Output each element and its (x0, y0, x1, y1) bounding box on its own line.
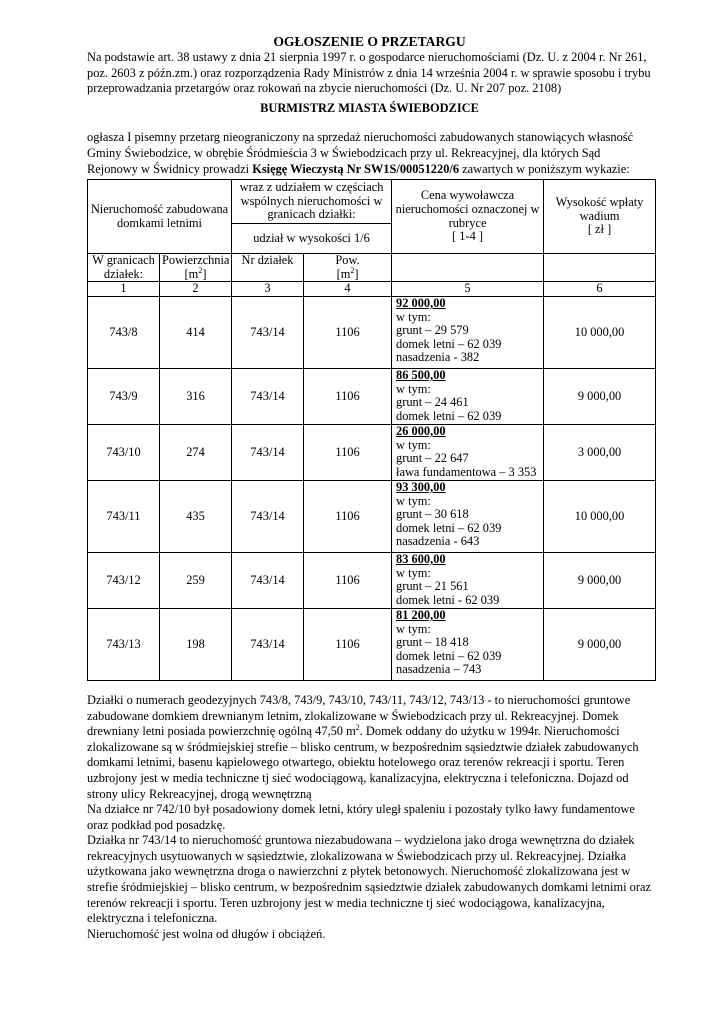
area-cell: 435 (160, 480, 232, 552)
issuer-heading: BURMISTRZ MIASTA ŚWIEBODZICE (260, 100, 479, 115)
announcement-paragraph (87, 130, 652, 177)
header-property: Nieruchomość zabudowana domkami letnimi (88, 180, 232, 254)
price-cell (392, 368, 544, 424)
table-row (88, 480, 656, 552)
price-amount: 93 300,00 (396, 479, 446, 494)
column-number: 1 (88, 282, 160, 297)
price-amount: 26 000,00 (396, 423, 446, 438)
price-breakdown-line: grunt – 21 561 (396, 579, 469, 594)
price-cell (392, 480, 544, 552)
price-cell (392, 608, 544, 680)
subheader-area2-sup: 2 (350, 265, 355, 275)
price-breakdown-line: domek letni - 62 039 (396, 592, 500, 607)
announcement-text: ogłasza I pisemny przetarg nieograniczony na sprzedaż nieruchomości zabudowanych stanowiących własność Gminy Świebodzice, w obrębie Śródmieścia 3 w Świebodzicach przy ul. Rekreacyjnej, dla których Sąd Rejonowy w Świdnicy prowadzi (87, 130, 634, 176)
plot-742-10-note: Na działce nr 742/10 był posadowiony domek letni, który uległ spaleniu i pozostały tylko ławy fundamentowe oraz podkład pod posadzkę. (87, 802, 635, 832)
area-cell: 198 (160, 608, 232, 680)
price-amount: 86 500,00 (396, 367, 446, 382)
shared-area-cell: 1106 (304, 424, 392, 480)
deposit-cell: 3 000,00 (544, 424, 656, 480)
table-header-row (88, 180, 656, 224)
plot-743-14-note: Działka nr 743/14 to nieruchomość gruntowa niezabudowana – wydzielona jako droga wewnętrzna do działek rekreacyjnych usytuowanych w sąsiedztwie, zlokalizowana w Świebodzicach przy ul. Rekreacyjnej. Działka użytkowana jako wewnętrzna droga o nawierzchni z płytek betonowych. Nieruchomość zlokalizowana jest w strefie śródmiejskiej – blisko centrum, w bezpośrednim sąsiedztwie działek zabudowanych domkami letnimi oraz terenów rekreacji i sportu. Teren uzbrojony jest w media techniczne tj sieć wodociągowa, kanalizacyjna, elektryczna i telefoniczna. (87, 833, 651, 926)
price-breakdown-line: w tym: (396, 621, 431, 636)
header-deposit-text: Wysokość wpłaty wadium (555, 195, 644, 223)
table-row (88, 608, 656, 680)
price-amount: 81 200,00 (396, 607, 446, 622)
subheader-area-label: Powierzchnia (162, 253, 230, 268)
subheader-empty (392, 254, 544, 282)
subheader-area2 (304, 254, 392, 282)
price-breakdown-line: w tym: (396, 437, 431, 452)
area-cell: 274 (160, 424, 232, 480)
area-cell: 414 (160, 296, 232, 368)
document-page (87, 34, 652, 942)
price-breakdown-line: w tym: (396, 309, 431, 324)
header-shared-parts: wraz z udziałem w częściach wspólnych nieruchomości w granicach działki: (232, 180, 392, 224)
price-breakdown-line: grunt – 30 618 (396, 507, 469, 522)
subheader-area (160, 254, 232, 282)
column-number: 3 (232, 282, 304, 297)
area-cell: 316 (160, 368, 232, 424)
deposit-cell: 10 000,00 (544, 480, 656, 552)
table-row (88, 552, 656, 608)
column-number: 2 (160, 282, 232, 297)
subheader-area2-end: ] (354, 266, 359, 281)
shared-area-cell: 1106 (304, 296, 392, 368)
price-breakdown-line: grunt – 18 418 (396, 635, 469, 650)
shared-plot-cell: 743/14 (232, 424, 304, 480)
price-breakdown-line: w tym: (396, 381, 431, 396)
shared-plot-cell: 743/14 (232, 608, 304, 680)
deposit-cell: 9 000,00 (544, 368, 656, 424)
price-breakdown-line: nasadzenia – 743 (396, 662, 482, 677)
document-title: OGŁOSZENIE O PRZETARGU (273, 34, 466, 49)
shared-plot-cell: 743/14 (232, 368, 304, 424)
price-breakdown-line: w tym: (396, 565, 431, 580)
legal-basis-paragraph: Na podstawie art. 38 ustawy z dnia 21 sierpnia 1997 r. o gospodarce nieruchomościami (Dz. U. z 2004 r. Nr 261, poz. 2603 z późn.zm.) oraz rozporządzenia Rady Ministrów z dnia 14 września 2004 r. w sprawie sposobu i trybu przeprowadzania przetargów oraz rokowań na zbycie nieruchomości (Dz. U. Nr 207 poz. 2108) (87, 50, 651, 96)
column-number: 5 (392, 282, 544, 297)
price-cell (392, 552, 544, 608)
description-text-end: . Domek oddany do użytku w 1994r. Nieruchomości zlokalizowane są w śródmiejskiej strefie – blisko centrum, w bezpośrednim sąsiedztwie działek zabudowanych domkami letnimi, basenu kąpielowego otwartego, obiektu hotelowego oraz terenów rekreacji i sportu. Teren uzbrojony jest w media techniczne tj sieć wodociągową, kanalizacyjna, elektryczna i telefoniczna. Dojazd od strony ulicy Rekreacyjnej, drogą wewnętrzną (87, 724, 639, 801)
description-paragraph (87, 693, 652, 943)
encumbrance-note: Nieruchomość jest wolna od długów i obciążeń. (87, 926, 326, 941)
subheader-empty (544, 254, 656, 282)
plot-cell: 743/11 (88, 480, 160, 552)
land-register-number: Księgę Wieczystą Nr SW1S/00051220/6 (252, 161, 460, 176)
shared-area-cell: 1106 (304, 368, 392, 424)
column-number: 4 (304, 282, 392, 297)
price-breakdown-line: nasadzenia - 382 (396, 350, 480, 365)
subheader-area-sup: 2 (198, 265, 203, 275)
subheader-area-unit: [m (184, 266, 199, 281)
shared-plot-cell: 743/14 (232, 480, 304, 552)
deposit-cell: 9 000,00 (544, 552, 656, 608)
price-breakdown-line: domek letni – 62 039 (396, 520, 502, 535)
deposit-cell: 9 000,00 (544, 608, 656, 680)
table-row (88, 368, 656, 424)
header-price-text: Cena wywoławcza nieruchomości oznaczonej w rubryce (395, 188, 540, 230)
header-deposit (544, 180, 656, 254)
subheader-plots: W granicach działek: (88, 254, 160, 282)
subheader-plot-number: Nr działek (232, 254, 304, 282)
price-amount: 92 000,00 (396, 295, 446, 310)
table-row (88, 424, 656, 480)
price-breakdown-line: grunt – 24 461 (396, 395, 469, 410)
plot-cell: 743/9 (88, 368, 160, 424)
price-breakdown-line: nasadzenia - 643 (396, 534, 480, 549)
price-breakdown-line: w tym: (396, 493, 431, 508)
shared-plot-cell: 743/14 (232, 552, 304, 608)
description-sup: 2 (355, 723, 360, 732)
price-breakdown-line: ława fundamentowa – 3 353 (396, 464, 537, 479)
shared-area-cell: 1106 (304, 480, 392, 552)
area-cell: 259 (160, 552, 232, 608)
announcement-text-end: zawartych w poniższym wykazie: (459, 161, 630, 176)
header-deposit-unit: [ zł ] (587, 222, 612, 237)
header-share: udział w wysokości 1/6 (232, 224, 392, 254)
plot-cell: 743/13 (88, 608, 160, 680)
column-number: 6 (544, 282, 656, 297)
price-amount: 83 600,00 (396, 551, 446, 566)
header-price-range: [ 1-4 ] (452, 229, 484, 244)
shared-area-cell: 1106 (304, 608, 392, 680)
description-text: Działki o numerach geodezyjnych 743/8, 743/9, 743/10, 743/11, 743/12, 743/13 - to nieruchomości gruntowe zabudowane domkiem drewnianym letnim, zlokalizowane w Świebodzicach przy ul. Rekreacyjnej. Domek drewniany letni posiada powierzchnię ogólną 47,50 m (87, 692, 631, 739)
table-subheader-row (88, 254, 656, 282)
property-table (87, 179, 656, 681)
price-cell (392, 424, 544, 480)
plot-cell: 743/12 (88, 552, 160, 608)
deposit-cell: 10 000,00 (544, 296, 656, 368)
header-starting-price (392, 180, 544, 254)
shared-area-cell: 1106 (304, 552, 392, 608)
price-cell (392, 296, 544, 368)
plot-cell: 743/8 (88, 296, 160, 368)
price-breakdown-line: domek letni – 62 039 (396, 648, 502, 663)
table-row (88, 296, 656, 368)
price-breakdown-line: domek letni – 62 039 (396, 336, 502, 351)
plot-cell: 743/10 (88, 424, 160, 480)
column-number-row (88, 282, 656, 297)
subheader-area-end: ] (202, 266, 207, 281)
shared-plot-cell: 743/14 (232, 296, 304, 368)
price-breakdown-line: grunt – 29 579 (396, 323, 469, 338)
price-breakdown-line: domek letni – 62 039 (396, 408, 502, 423)
subheader-area2-label: Pow. (335, 253, 360, 268)
subheader-area2-unit: [m (336, 266, 351, 281)
price-breakdown-line: grunt – 22 647 (396, 451, 469, 466)
